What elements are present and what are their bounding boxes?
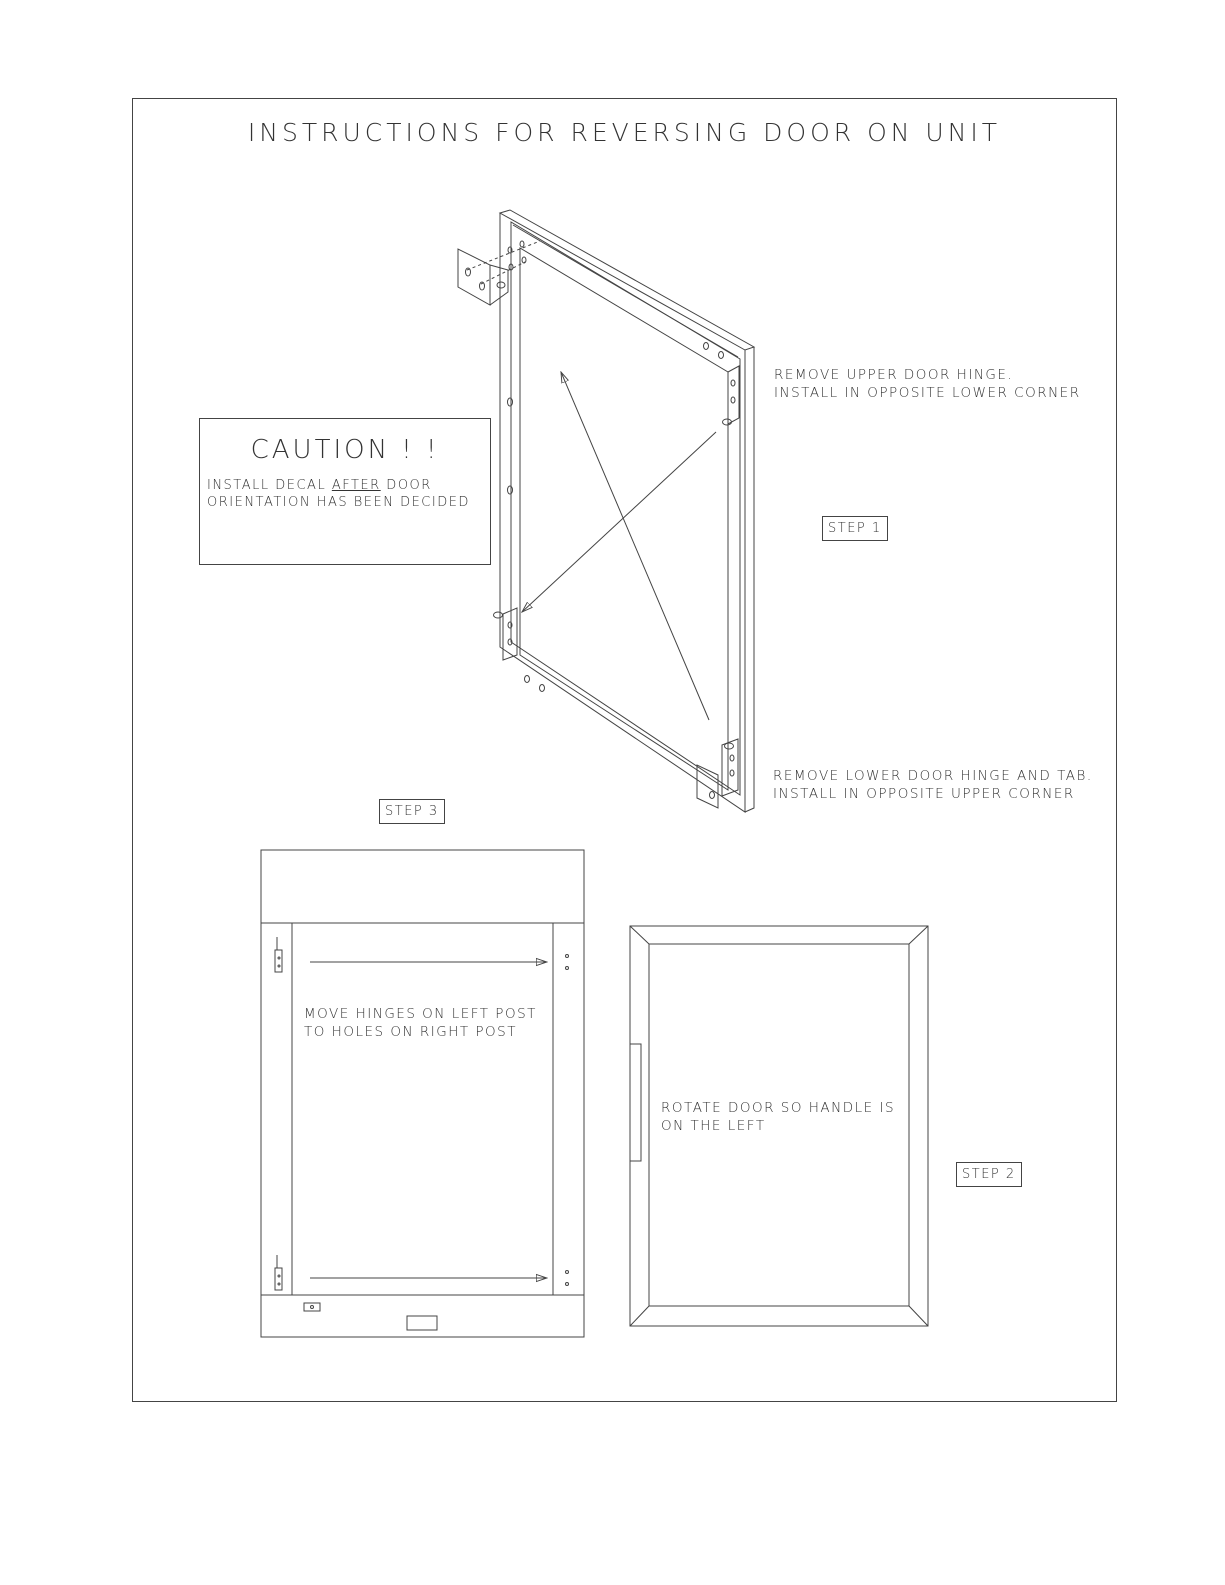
step2-label: STEP 2 — [956, 1162, 1022, 1187]
caution-line1-post: DOOR — [380, 478, 432, 493]
right-upper-hinge — [723, 366, 740, 425]
caution-line1-emphasis: AFTER — [331, 478, 381, 493]
caution-line2: ORIENTATION HAS BEEN DECIDED — [207, 495, 470, 510]
step3-label: STEP 3 — [379, 799, 445, 824]
isometric-door-panel — [500, 210, 754, 812]
upper-hinge-removed — [458, 241, 540, 305]
page-title: INSTRUCTIONS FOR REVERSING DOOR ON UNIT — [247, 118, 1002, 147]
caution-heading: CAUTION ! ! — [250, 435, 440, 465]
left-lower-hinge — [494, 608, 518, 660]
door-holes — [508, 241, 724, 692]
caution-line1-pre: INSTALL DECAL — [207, 478, 332, 493]
step2-note: ROTATE DOOR SO HANDLE IS ON THE LEFT — [661, 1100, 896, 1134]
relocation-arrows — [522, 372, 716, 720]
door-handle — [630, 1044, 641, 1161]
step3-note: MOVE HINGES ON LEFT POST TO HOLES ON RIGHT POST — [304, 1006, 537, 1040]
caution-text — [207, 477, 470, 511]
step1-upper-hinge-note: REMOVE UPPER DOOR HINGE. INSTALL IN OPPOSITE LOWER CORNER — [774, 367, 1081, 401]
cabinet-right-post-holes — [566, 955, 569, 1286]
cabinet-left-post-hinges — [275, 937, 282, 1290]
cabinet-front-view — [261, 850, 584, 1337]
caution-box — [199, 418, 491, 565]
step1-lower-hinge-note: REMOVE LOWER DOOR HINGE AND TAB. INSTALL IN OPPOSITE UPPER CORNER — [773, 768, 1093, 802]
step1-label: STEP 1 — [822, 516, 888, 541]
